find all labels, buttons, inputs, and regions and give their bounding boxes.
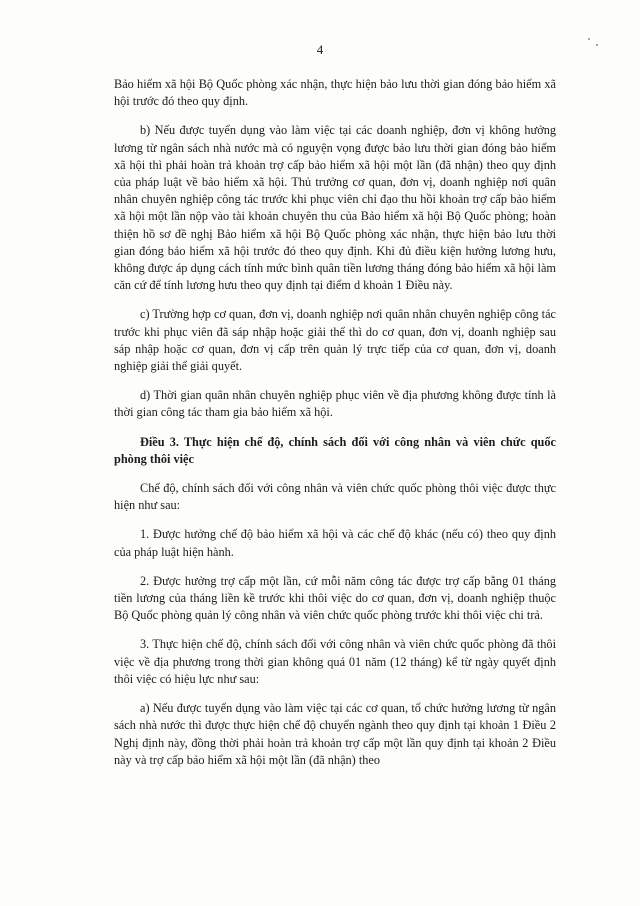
- article-heading: Điều 3. Thực hiện chế độ, chính sách đối với công nhân và viên chức quốc phòng thôi việc: [114, 434, 556, 466]
- paragraph: Bảo hiểm xã hội Bộ Quốc phòng xác nhận, thực hiện bảo lưu thời gian đóng bảo hiểm xã hội trước đó theo quy định.: [114, 77, 556, 109]
- paragraph: 2. Được hưởng trợ cấp một lần, cứ mỗi năm công tác được trợ cấp bằng 01 tháng tiền lương của tháng liền kề trước khi thôi việc do cơ quan, đơn vị, doanh nghiệp thuộc Bộ Quốc phòng quản lý công nhân và viên chức quốc phòng trước khi thôi việc chi trả.: [114, 573, 556, 623]
- paragraph: 3. Thực hiện chế độ, chính sách đối với công nhân và viên chức quốc phòng đã thôi việc về địa phương trong thời gian không quá 01 năm (12 tháng) kể từ ngày quyết định thôi việc có hiệu lực như sau:: [114, 637, 556, 686]
- paragraph: 1. Được hưởng chế độ bảo hiểm xã hội và các chế độ khác (nếu có) theo quy định của pháp luật hiện hành.: [114, 527, 556, 559]
- scan-speck: [588, 38, 590, 40]
- paragraph: b) Nếu được tuyển dụng vào làm việc tại các doanh nghiệp, đơn vị không hưởng lương từ ngân sách nhà nước mà có nguyện vọng được bảo lưu thời gian đóng bảo hiểm xã hội thì phải hoàn trả khoản trợ cấp bảo hiểm xã hội một lần (đã nhận) theo quy định của pháp luật về bảo hiểm xã hội. Thủ trưởng cơ quan, đơn vị, doanh nghiệp nơi quân nhân chuyên nghiệp công tác trước khi phục viên chỉ đạo thu hồi khoản trợ cấp bảo hiểm xã hội một lần nộp vào tài khoản chuyên thu của Bảo hiểm xã hội Bộ Quốc phòng; hoàn thiện hồ sơ đề nghị Bảo hiểm xã hội Bộ Quốc phòng xác nhận, thực hiện bảo lưu thời gian đóng bảo hiểm xã hội trước đó theo quy định. Khi đủ điều kiện hưởng lương hưu, không được áp dụng cách tính mức bình quân tiền lương tháng đóng bảo hiểm xã hội làm căn cứ để tính lương hưu theo quy định tại điểm d khoản 1 Điều này.: [114, 123, 556, 293]
- paragraph: c) Trường hợp cơ quan, đơn vị, doanh nghiệp nơi quân nhân chuyên nghiệp công tác trước khi phục viên đã sáp nhập hoặc giải thể thì do cơ quan, đơn vị, doanh nghiệp sau sáp nhập hoặc cơ quan, đơn vị cấp trên quản lý trực tiếp của cơ quan, đơn vị, doanh nghiệp giải thể giải quyết.: [114, 307, 556, 374]
- paragraph: a) Nếu được tuyển dụng vào làm việc tại các cơ quan, tổ chức hưởng lương từ ngân sách nhà nước thì được thực hiện chế độ chuyển ngành theo quy định tại khoản 1 Điều 2 Nghị định này, đồng thời phải hoàn trả khoản trợ cấp một lần quy định tại khoản 2 Điều này và trợ cấp bảo hiểm xã hội một lần (đã nhận) theo: [114, 701, 556, 767]
- page-number: 4: [316, 42, 324, 57]
- paragraph: d) Thời gian quân nhân chuyên nghiệp phục viên về địa phương không được tính là thời gian công tác tham gia bảo hiểm xã hội.: [114, 388, 556, 420]
- paragraph: Chế độ, chính sách đối với công nhân và viên chức quốc phòng thôi việc được thực hiện như sau:: [114, 481, 556, 513]
- document-body: [114, 76, 556, 781]
